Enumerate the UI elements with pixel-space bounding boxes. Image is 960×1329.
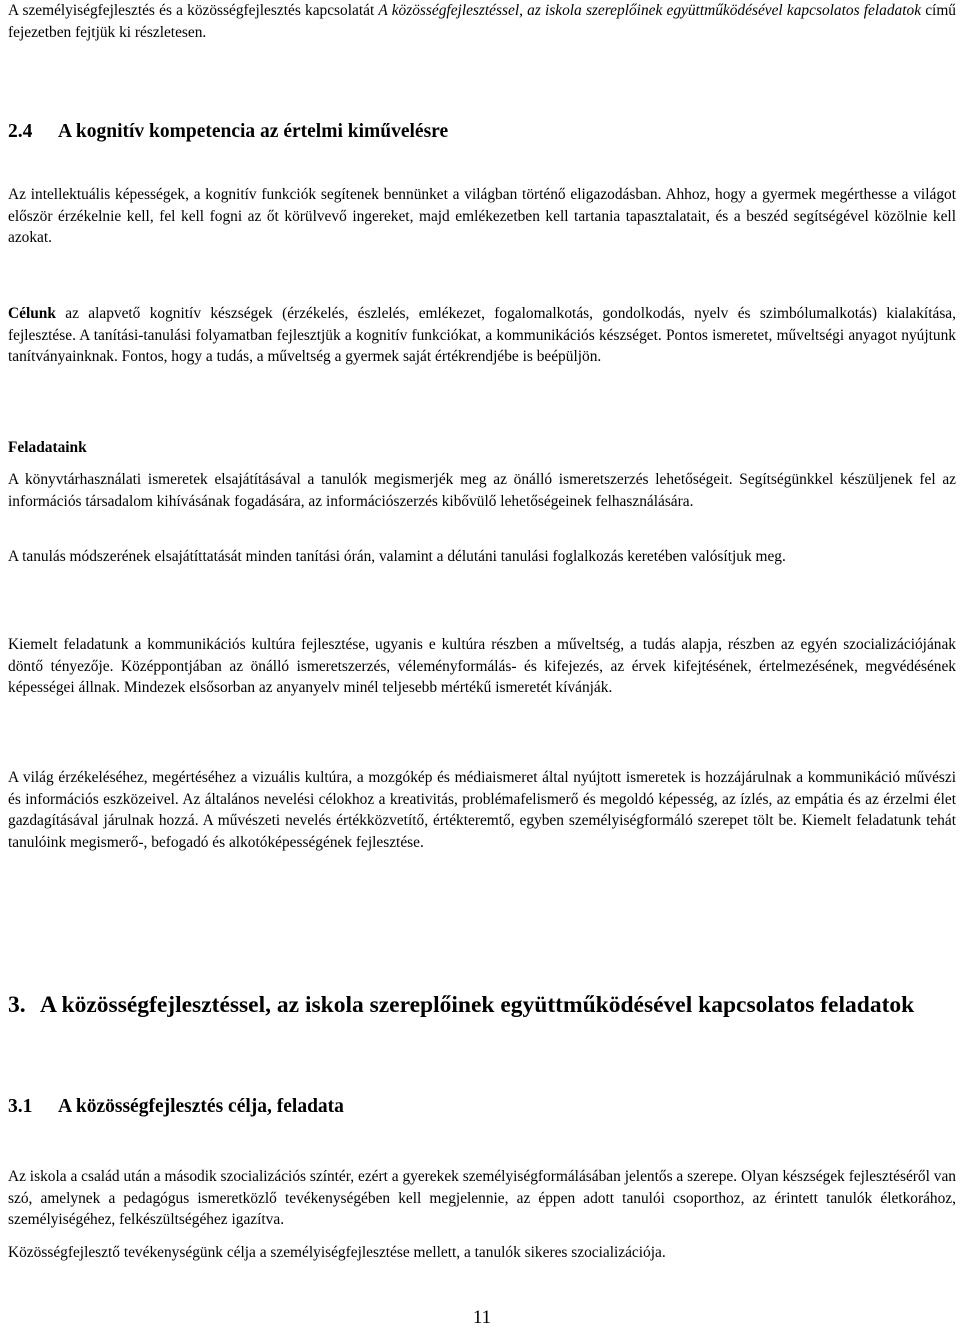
intro-paragraph: A személyiségfejlesztés és a közösségfejlesztés kapcsolatát A közösségfejlesztéssel, az iskola szereplőinek együttműködésével kapcsolatos feladatok című fejezetben fejtjük ki részletesen. xyxy=(8,2,956,41)
tasks-heading: Feladataink xyxy=(8,439,87,456)
section-2-4-heading xyxy=(8,121,956,143)
paragraph-goal: Célunk az alapvető kognitív készségek (érzékelés, észlelés, emlékezet, fogalomalkotás, gondolkodás, nyelv és szimbólumalkotás) kialakítása, fejlesztése. A tanítási-tanulási folyamatban fejlesztjük a kognitív funkciókat, a kommunikációs készséget. Pontos ismeretet, műveltségi anyagot nyújtunk tanítványainknak. Fontos, hogy a tudás, a műveltség a gyermek saját értékrendjébe is beépüljön. xyxy=(8,305,956,365)
section-title: A kognitív kompetencia az értelmi kiművelésre xyxy=(58,121,449,142)
goal-label: Célunk xyxy=(8,305,56,322)
paragraph-cognitive-intro: Az intellektuális képességek, a kognitív funkciók segítenek bennünket a világban történő eligazodásban. Ahhoz, hogy a gyermek megérthesse a világot először érzékelnie kell, fel kell fogni az őt körülvevő ingereket, majd emlékezetben kell tartania tapasztalatait, és a beszéd segítségével közölnie kell azokat. xyxy=(8,186,956,246)
paragraph-community-goal: Közösségfejlesztő tevékenységünk célja a személyiségfejlesztése mellett, a tanulók sikeres szocializációja. xyxy=(8,1244,666,1261)
section-3-1-heading xyxy=(8,1096,956,1118)
section-number: 3. xyxy=(8,992,26,1018)
paragraph-learning-method: A tanulás módszerének elsajátíttatását minden tanítási órán, valamint a délutáni tanulási foglalkozás keretében valósítjuk meg. xyxy=(8,548,786,565)
paragraph-communication: Kiemelt feladatunk a kommunikációs kultúra fejlesztése, ugyanis e kultúra részben a műveltség, a tudás alapja, részben az egyén szocializációjának döntő tényezője. Középpontjában az önálló ismeretszerzés, véleményformálás- és kifejezés, az érvek kifejtésének, értelmezésének, megvédésének képességei állnak. Mindezek elsősorban az anyanyelv minél teljesebb mértékű ismeretét kívánják. xyxy=(8,636,956,696)
chapter-reference: A közösségfejlesztéssel, az iskola szereplőinek együttműködésével kapcsolatos feladatok xyxy=(378,2,922,19)
section-3-heading xyxy=(8,989,956,1021)
page-number: 11 xyxy=(472,1307,492,1328)
paragraph-library: A könyvtárhasználati ismeretek elsajátításával a tanulók megismerjék meg az önálló ismeretszerzés lehetőségeit. Segítségünkkel készüljenek fel az információs társadalom kihívásának fogadására, az információszerzés kibővülő lehetőségeinek felhasználására. xyxy=(8,471,956,510)
paragraph-visual-culture: A világ érzékeléséhez, megértéséhez a vizuális kultúra, a mozgókép és médiaismeret által nyújtott ismeretek is hozzájárulnak a kommunikáció művészi és információs eszközeivel. Az általános nevelési célokhoz a kreativitás, problémafelismerő és megoldó képesség, az ízlés, az empátia és az érzelmi élet gazdagításával járulnak hozzá. A művészeti nevelés értékközvetítő, értékteremtő, egyben személyiségformáló szerepet tölt be. Kiemelt feladatunk tehát tanulóink megismerő-, befogadó és alkotóképességének fejlesztése. xyxy=(8,769,956,851)
section-title: A közösségfejlesztés célja, feladata xyxy=(58,1096,344,1117)
section-title: A közösségfejlesztéssel, az iskola szereplőinek együttműködésével kapcsolatos feladatok xyxy=(40,992,915,1018)
section-number: 3.1 xyxy=(8,1096,33,1117)
paragraph-socialization: Az iskola a család után a második szocializációs színtér, ezért a gyerekek személyiségformálásában jelentős a szerepe. Olyan készségek fejlesztéséről van szó, amelynek a pedagógus ismeretközlő tevékenységében kell megjelennie, az éppen adott tanulói csoporthoz, az érintett tanulók életkorához, személyiségéhez, felkészültségéhez igazítva. xyxy=(8,1168,956,1228)
section-number: 2.4 xyxy=(8,121,33,142)
